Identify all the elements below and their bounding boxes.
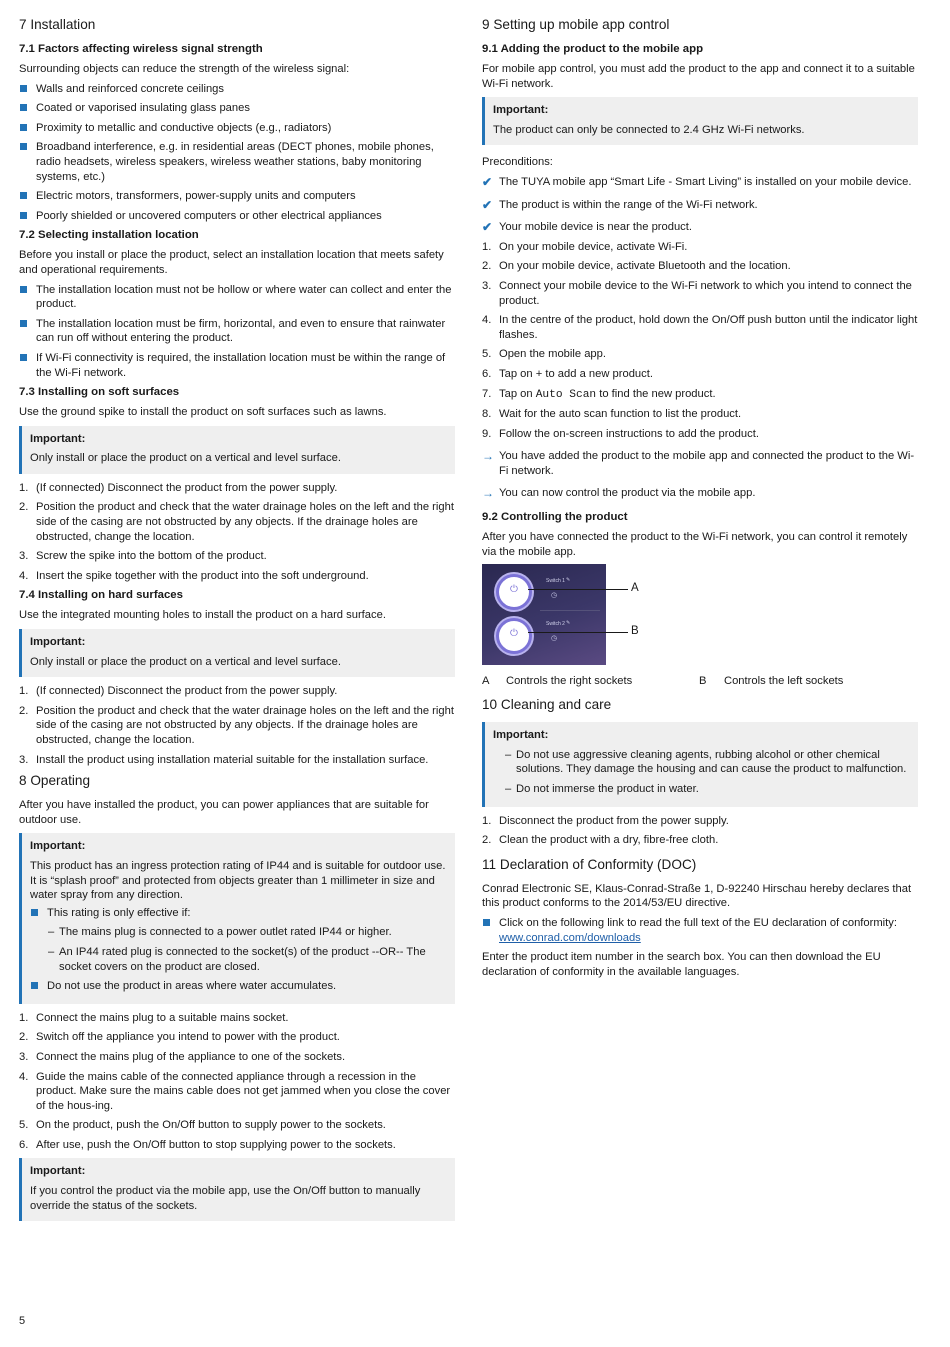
step-item: 4. Guide the mains cable of the connected appliance through a recession in the product. Make sure the mains cable does not get jammed when you close the cover of the hous-ing.: [19, 1070, 451, 1112]
callout-label-b: B: [631, 625, 639, 638]
list-item: → You have added the product to the mobile app and connected the product to the Wi-Fi network.: [482, 449, 915, 477]
power-icon: ⏻: [510, 628, 518, 640]
arrow-right-icon: →: [482, 449, 494, 464]
edit-icon: ✎: [566, 620, 571, 627]
important-text: If you control the product via the mobile app, use the On/Off button to manually override the status of the sockets.: [30, 1185, 421, 1212]
step-item: 1. (If connected) Disconnect the product from the power supply.: [19, 481, 338, 494]
section-7-4-title: 7.4 Installing on hard surfaces: [19, 589, 183, 602]
list-item: If Wi-Fi connectivity is required, the installation location must be within the range of the Wi-Fi network.: [19, 351, 455, 380]
location-requirements-list: [19, 283, 455, 381]
important-box: [482, 97, 918, 145]
list-item: – Do not immerse the product in water.: [493, 782, 910, 797]
important-title: Important:: [493, 729, 549, 742]
important-title: Important:: [30, 840, 86, 853]
switch-1-button: [496, 574, 532, 610]
timer-icon: ◷: [551, 592, 558, 600]
section-7-2-title: 7.2 Selecting installation location: [19, 229, 199, 242]
important-text: Only install or place the product on a vertical and level surface.: [30, 452, 341, 465]
section-9-title: 9 Setting up mobile app control: [482, 17, 670, 32]
right-column: [482, 12, 918, 984]
step-item: 3. Connect your mobile device to the Wi-Fi network to which you intend to connect the product.: [482, 279, 912, 307]
hard-surface-steps: [19, 684, 455, 767]
section-7-2-intro: Before you install or place the product, select an installation location that meets safety and operational requirements.: [19, 249, 444, 276]
list-item: Do not use the product in areas where water accumulates.: [30, 979, 447, 994]
step-item: 3. Connect the mains plug of the appliance to one of the sockets.: [19, 1050, 346, 1063]
step-item: 8. Wait for the auto scan function to list the product.: [482, 408, 742, 421]
important-box: [19, 629, 455, 677]
list-item: – Do not use aggressive cleaning agents, rubbing alcohol or other chemical solutions. They damage the housing and can cause the product to malfunction.: [493, 748, 910, 777]
switch-2-button: [496, 618, 532, 654]
list-item: Walls and reinforced concrete ceilings: [19, 82, 455, 97]
list-item: ✔ The TUYA mobile app “Smart Life - Smart Living” is installed on your mobile device.: [482, 174, 912, 189]
callout-label-a: A: [631, 582, 639, 595]
step-item: 1. (If connected) Disconnect the product from the power supply.: [19, 685, 338, 698]
important-box: [19, 426, 455, 474]
important-text: This product has an ingress protection rating of IP44 and is suitable for outdoor use. It is “splash proof” and protected from objects greater than 1 millimeter in size and water spray from any direction.: [30, 859, 446, 902]
important-text: Only install or place the product on a vertical and level surface.: [30, 655, 341, 668]
ip44-conditions-list: [30, 906, 447, 994]
add-product-steps: [482, 240, 918, 442]
important-title: Important:: [30, 1165, 86, 1178]
step-item: 4. In the centre of the product, hold down the On/Off push button until the indicator light flashes.: [482, 314, 918, 341]
important-box: [482, 722, 918, 806]
legend-text-b: Controls the left sockets: [724, 675, 844, 688]
preconditions-title: Preconditions:: [482, 156, 553, 169]
list-item: This rating is only effective if: – The mains plug is connected to a power outlet rated IP44 or higher. – An IP44 rated plug is connected to the socket(s) of the product --OR-- The socket covers on the product are closed.: [30, 906, 447, 974]
signal-factors-list: [19, 82, 455, 224]
section-9-2-title: 9.2 Controlling the product: [482, 511, 628, 524]
list-item: Coated or vaporised insulating glass panes: [19, 101, 455, 116]
switch-1-label: Switch 1: [546, 578, 565, 585]
legend-text-a: Controls the right sockets: [506, 675, 633, 688]
step-item: 7. Tap on Auto Scan to find the new product.: [482, 387, 716, 401]
arrow-right-icon: →: [482, 486, 494, 501]
step-item: 3. Screw the spike into the bottom of the product.: [19, 550, 267, 563]
step-item: 9. Follow the on-screen instructions to add the product.: [482, 427, 759, 440]
section-11-intro: Conrad Electronic SE, Klaus-Conrad-Straße 1, D-92240 Hirschau hereby declares that this product conforms to the 2014/53/EU directive.: [482, 882, 912, 910]
list-item: The installation location must not be hollow or where water can collect and enter the product.: [19, 283, 455, 312]
step-item: 2. Clean the product with a dry, fibre-free cloth.: [482, 834, 719, 847]
list-item: Broadband interference, e.g. in residential areas (DECT phones, mobile phones, radio headsets, wireless speakers, wireless weather stations, baby monitoring systems, etc.): [19, 140, 455, 184]
step-item: 1. Connect the mains plug to a suitable mains socket.: [19, 1011, 289, 1024]
timer-icon: ◷: [551, 635, 558, 643]
results-list: [482, 449, 918, 501]
power-icon: ⏻: [510, 584, 518, 596]
operating-steps: [19, 1011, 455, 1153]
section-7-3-title: 7.3 Installing on soft surfaces: [19, 386, 180, 399]
step-item: 3. Install the product using installation material suitable for the installation surface.: [19, 753, 429, 766]
section-9-1-intro: For mobile app control, you must add the product to the app and connect it to a suitable Wi-Fi network.: [482, 63, 915, 90]
app-screenshot-figure: [482, 564, 652, 666]
step-item: 5. On the product, push the On/Off button to supply power to the sockets.: [19, 1119, 386, 1132]
list-item: Click on the following link to read the full text of the EU declaration of conformity: www.conrad.com/downloads: [482, 916, 918, 945]
section-10-title: 10 Cleaning and care: [482, 697, 612, 713]
preconditions-list: [482, 175, 918, 235]
callout-line-a: [528, 589, 628, 590]
switch-2-label: Switch 2: [546, 621, 565, 628]
list-item: – An IP44 rated plug is connected to the socket(s) of the product --OR-- The socket covers on the product are closed.: [47, 945, 447, 974]
step-item: 2. Position the product and check that the water drainage holes on the left and the right side of the casing are not obstructed by any objects. If the drainage holes are obstructed, change the location.: [19, 704, 454, 746]
page-number: 5: [19, 1315, 26, 1327]
soft-surface-steps: [19, 481, 455, 584]
checkmark-icon: ✔: [482, 197, 493, 212]
section-7-3-intro: Use the ground spike to install the product on soft surfaces such as lawns.: [19, 406, 387, 419]
important-text: The product can only be connected to 2.4 GHz Wi-Fi networks.: [493, 123, 805, 136]
doc-list: [482, 916, 918, 945]
divider: [540, 610, 600, 611]
downloads-link[interactable]: www.conrad.com/downloads: [499, 931, 641, 944]
step-item: 6. After use, push the On/Off button to stop supplying power to the sockets.: [19, 1138, 396, 1151]
step-item: 2. On your mobile device, activate Bluetooth and the location.: [482, 260, 791, 273]
section-11-title: 11 Declaration of Conformity (DOC): [482, 856, 697, 872]
list-item: – The mains plug is connected to a power outlet rated IP44 or higher.: [47, 925, 447, 940]
step-item: 1. Disconnect the product from the power supply.: [482, 814, 729, 827]
step-item: 4. Insert the spike together with the product into the soft underground.: [19, 569, 369, 582]
checkmark-icon: ✔: [482, 220, 493, 235]
left-column: [19, 12, 455, 1228]
legend-key-b: B: [699, 675, 707, 688]
list-item: Proximity to metallic and conductive objects (e.g., radiators): [19, 121, 455, 136]
callout-line-b: [528, 632, 628, 633]
list-item: ✔ Your mobile device is near the product.: [482, 220, 692, 235]
step-item: 2. Position the product and check that the water drainage holes on the left and the right side of the casing are not obstructed by any objects. If the drainage holes are obstructed, change the location.: [19, 501, 454, 543]
section-7-1-intro: Surrounding objects can reduce the strength of the wireless signal:: [19, 63, 350, 75]
important-title: Important:: [30, 432, 86, 445]
list-item: → You can now control the product via the mobile app.: [482, 486, 756, 501]
section-7-title: 7 Installation: [19, 17, 96, 32]
step-item: 2. Switch off the appliance you intend to power with the product.: [19, 1031, 340, 1044]
important-title: Important:: [30, 636, 86, 649]
section-8-title: 8 Operating: [19, 773, 91, 789]
cleaning-steps: [482, 814, 918, 848]
section-8-intro: After you have installed the product, you can power appliances that are suitable for outdoor use.: [19, 799, 429, 826]
figure-legend: [482, 674, 918, 692]
important-box: [19, 1158, 455, 1221]
list-item: ✔ The product is within the range of the Wi-Fi network.: [482, 197, 758, 212]
legend-key-a: A: [482, 675, 490, 688]
cleaning-warnings-list: [493, 748, 910, 797]
edit-icon: ✎: [566, 577, 571, 584]
list-item: The installation location must be firm, horizontal, and even to ensure that rainwater can run off without entering the product.: [19, 317, 455, 346]
section-9-1-title: 9.1 Adding the product to the mobile app: [482, 43, 704, 55]
ip44-sub-list: [47, 925, 447, 974]
important-title: Important:: [493, 104, 549, 117]
app-screenshot: [482, 564, 606, 665]
step-item: 1. On your mobile device, activate Wi-Fi.: [482, 240, 688, 253]
section-7-4-intro: Use the integrated mounting holes to install the product on a hard surface.: [19, 609, 386, 622]
checkmark-icon: ✔: [482, 174, 493, 189]
step-item: 6. Tap on + to add a new product.: [482, 367, 653, 380]
section-9-2-intro: After you have connected the product to the Wi-Fi network, you can control it remotely via the mobile app.: [482, 531, 908, 558]
list-item: Poorly shielded or uncovered computers or other electrical appliances: [19, 209, 455, 224]
list-item: Electric motors, transformers, power-supply units and computers: [19, 189, 455, 204]
step-item: 5. Open the mobile app.: [482, 348, 606, 361]
important-box: [19, 833, 455, 1003]
section-11-outro: Enter the product item number in the search box. You can then download the EU declaration of conformity in the available languages.: [482, 951, 881, 978]
section-7-1-title: 7.1 Factors affecting wireless signal strength: [19, 43, 263, 55]
